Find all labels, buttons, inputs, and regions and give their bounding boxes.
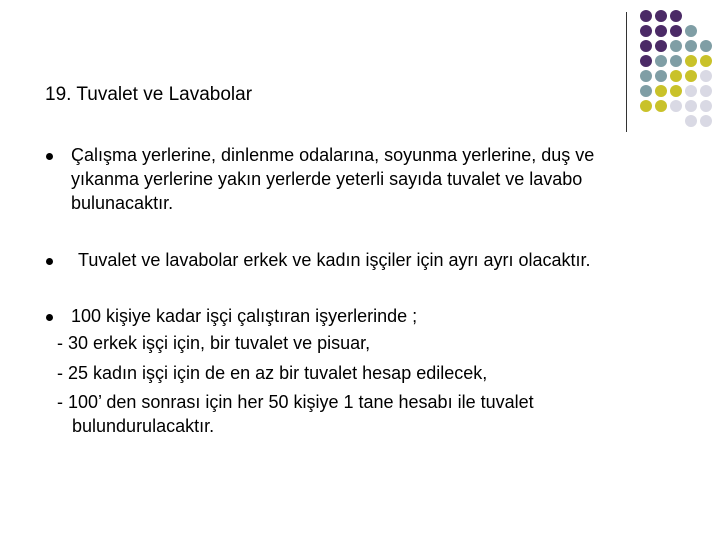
decorative-dot [655,25,667,37]
decorative-dot [685,25,697,37]
decorative-dot [700,115,712,127]
decorative-dot [700,40,712,52]
decorative-dot [700,85,712,97]
decorative-dot [685,100,697,112]
bullet-1-line-1: Çalışma yerlerine, dinlenme odalarına, soyunma yerlerine, duş ve [71,145,595,165]
decorative-dot [700,100,712,112]
bullet-1-line-2: yıkanma yerlerine yakın yerlerde yeterli sayıda tuvalet ve lavabo [71,169,583,189]
slide-title: 19. Tuvalet ve Lavabolar [45,84,253,105]
decorative-dot [670,25,682,37]
decorative-dot [655,85,667,97]
decorative-dot [655,10,667,22]
bullet-marker [46,153,53,160]
decorative-dot [685,70,697,82]
bullet-1-line-3: bulunacaktır. [71,193,174,213]
decorative-dot [685,40,697,52]
decorative-dot [670,100,682,112]
decorative-dot [640,70,652,82]
decorative-dot [640,55,652,67]
decorative-dot [640,100,652,112]
decorative-dot [655,100,667,112]
decorative-dot [670,10,682,22]
sub-item-2: - 25 kadın işçi için de en az bir tuvalet hesap edilecek, [57,363,488,383]
decorative-dot [670,70,682,82]
bullet-2-line-1: Tuvalet ve lavabolar erkek ve kadın işçiler için ayrı ayrı olacaktır. [78,250,591,270]
decorative-dot [640,85,652,97]
decorative-dot [640,40,652,52]
bullet-3-line-1: 100 kişiye kadar işçi çalıştıran işyerlerinde ; [71,306,418,326]
bullet-marker [46,314,53,321]
decorative-dot [685,115,697,127]
decorative-dot [655,40,667,52]
decorative-dot [655,70,667,82]
decorative-dot [700,70,712,82]
sub-item-3-continuation: bulundurulacaktır. [72,416,215,436]
decorative-dot [670,55,682,67]
decorative-dot [670,85,682,97]
decorative-dot [685,85,697,97]
divider-line [626,12,627,132]
decorative-dot [640,10,652,22]
decorative-dot [655,55,667,67]
sub-item-3: - 100’ den sonrası için her 50 kişiye 1 tane hesabı ile tuvalet [57,392,534,412]
decorative-dot [640,25,652,37]
sub-item-1: - 30 erkek işçi için, bir tuvalet ve pisuar, [57,333,371,353]
decorative-dot [700,55,712,67]
bullet-marker [46,258,53,265]
decorative-dot [670,40,682,52]
decorative-dot [685,55,697,67]
